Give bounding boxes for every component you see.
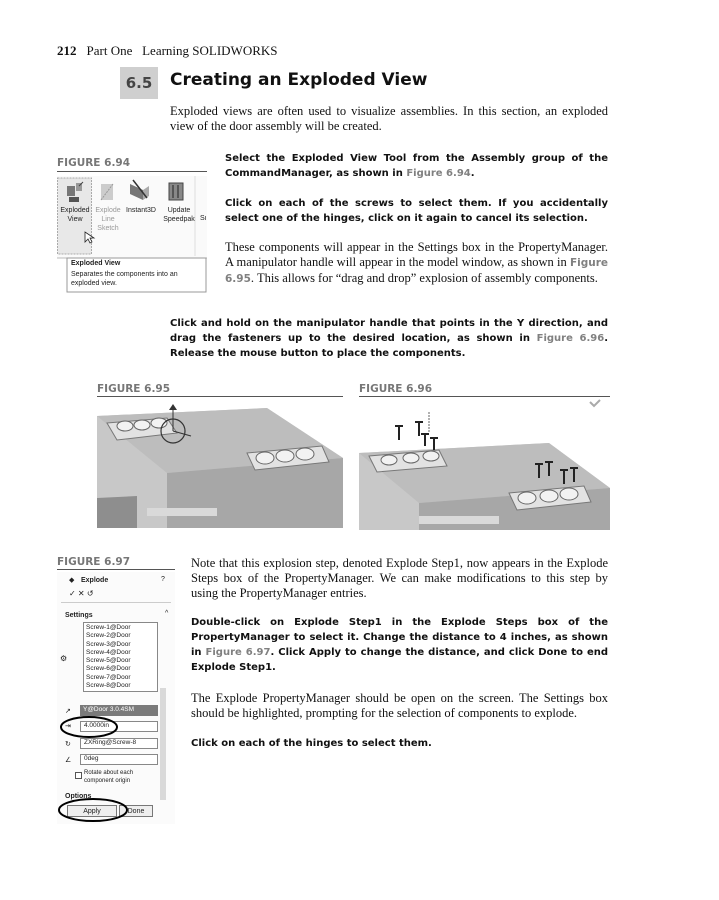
figure-6-96-rule <box>359 396 610 397</box>
component-list-item[interactable]: Screw-8@Door <box>86 682 131 690</box>
figure-6-95-label: FIGURE 6.95 <box>97 383 171 395</box>
done-button[interactable]: Done <box>119 805 153 817</box>
rotate-icon: ↻ <box>65 741 71 748</box>
component-list-item[interactable]: Screw-3@Door <box>86 640 131 648</box>
instruction-step-4: Double-click on Explode Step1 in the Explode Steps box of the PropertyManager to select it. Change the distance to 4 inches, as shown in Figure 6.97. Click Apply to change the distance, and click Done to end Explode Step1. <box>191 617 609 673</box>
components-list-items <box>84 623 157 691</box>
tooltip-description: Separates the components into an exploded view. <box>71 271 178 287</box>
figure-6-94-label: FIGURE 6.94 <box>57 157 131 169</box>
direction-ref-field[interactable]: ZXRing@Screw-8 <box>80 738 158 749</box>
figure-6-96-label: FIGURE 6.96 <box>359 383 433 395</box>
components-list[interactable] <box>83 622 158 692</box>
instant3d-button[interactable]: Instant3D <box>126 207 156 214</box>
figure-ref-6-97: Figure 6.97 <box>205 647 271 658</box>
explode-line-button[interactable]: Explode Line Sketch <box>95 207 121 232</box>
panel-scrollbar[interactable] <box>160 688 166 800</box>
figure-6-96-model <box>359 398 610 530</box>
tooltip-title: Exploded View <box>71 260 121 267</box>
component-list-item[interactable]: Screw-1@Door <box>86 624 131 631</box>
explode-panel-title: Explode <box>81 577 109 584</box>
section-title: Creating an Exploded View <box>170 70 428 90</box>
figure-ref-6-95: Figure 6.95 <box>225 257 608 285</box>
options-label: Options <box>65 793 92 800</box>
figure-6-95-model <box>97 398 343 528</box>
running-head <box>57 43 278 59</box>
update-speedpak-icon <box>169 183 183 200</box>
figure-ref-6-94: Figure 6.94 <box>406 168 471 179</box>
intro-paragraph: Exploded views are often used to visualize assemblies. In this section, an exploded view of the door assembly will be created. <box>170 104 608 133</box>
section-number: 6.5 <box>120 67 158 99</box>
instruction-step-5: Click on each of the hinges to select them. <box>191 738 432 749</box>
divider <box>61 602 171 603</box>
explode-propertymanager <box>57 572 175 824</box>
instruction-step-3: Click and hold on the manipulator handle that points in the Y direction, and drag the fasteners up to the desired location, as shown in Figure 6.96. Release the mouse button to place the components. <box>170 318 608 359</box>
figure-6-94-rule <box>57 171 207 172</box>
figure-ref-6-96: Figure 6.96 <box>536 333 605 344</box>
exploded-view-button[interactable]: Exploded View <box>60 207 90 223</box>
explode-panel-icon: ◆ <box>69 577 75 584</box>
component-list-item[interactable]: Screw-2@Door <box>86 632 131 640</box>
part-label: Part One <box>86 43 133 58</box>
component-list-item[interactable]: Screw-4@Door <box>86 648 131 656</box>
update-speedpak-button[interactable]: Update Speedpak <box>163 207 195 223</box>
components-icon: ⚙ <box>60 654 68 663</box>
book-title: Learning SOLIDWORKS <box>142 43 278 58</box>
rotate-origin-label: Rotate about each component origin <box>84 770 134 784</box>
figure-6-95-rule <box>97 396 343 397</box>
help-icon[interactable]: ? <box>161 576 165 583</box>
rotate-origin-checkbox[interactable] <box>75 772 82 779</box>
distance-highlight-ellipse <box>59 715 119 739</box>
paragraph-2: These components will appear in the Settings box in the PropertyManager. A manipulator handle will appear in the model window, as shown in Figure 6.95. This allows for “drag and drop” explosion of assembly components. <box>225 240 608 285</box>
angle-icon: ∠ <box>65 757 72 764</box>
page-number: 212 <box>57 43 77 58</box>
distance-icon: ⇥ <box>65 723 71 730</box>
component-list-item[interactable]: Screw-6@Door <box>86 665 131 673</box>
figure-6-94 <box>57 176 207 294</box>
distance-input[interactable]: 4.0000in <box>80 721 158 732</box>
apply-highlight-ellipse <box>57 797 129 823</box>
direction-field-highlight[interactable]: Y@Door 3.0.4SM <box>80 705 158 716</box>
figure-6-97-label: FIGURE 6.97 <box>57 556 131 568</box>
angle-input[interactable]: 0deg <box>80 754 158 765</box>
collapse-settings-icon[interactable]: ^ <box>165 610 169 617</box>
direction-arrow-icon[interactable]: ↗ <box>65 708 71 715</box>
figure-6-97-rule <box>57 569 175 570</box>
explode-line-icon <box>101 184 113 200</box>
component-list-item[interactable]: Screw-5@Door <box>86 657 131 665</box>
ok-cancel-icons[interactable]: ✓ ✕ ↺ <box>69 589 94 598</box>
settings-label: Settings <box>65 612 93 619</box>
truncated-toolbar-label: Sı <box>200 215 207 222</box>
apply-button[interactable]: Apply <box>67 805 117 817</box>
instruction-step-2: Click on each of the screws to select them. If you accidentally select one of the hinges, click on it again to cancel its selection. <box>225 198 608 224</box>
paragraph-4: The Explode PropertyManager should be open on the screen. The Settings box should be highlighted, prompting for the selection of components to explode. <box>191 691 608 720</box>
instruction-step-1: Select the Exploded View Tool from the Assembly group of the CommandManager, as shown in Figure 6.94. <box>225 153 608 179</box>
paragraph-3: Note that this explosion step, denoted Explode Step1, now appears in the Explode Steps box of the PropertyManager. We can make modifications to this step by using the PropertyManager entries. <box>191 556 608 600</box>
component-list-item[interactable]: Screw-7@Door <box>86 673 131 681</box>
